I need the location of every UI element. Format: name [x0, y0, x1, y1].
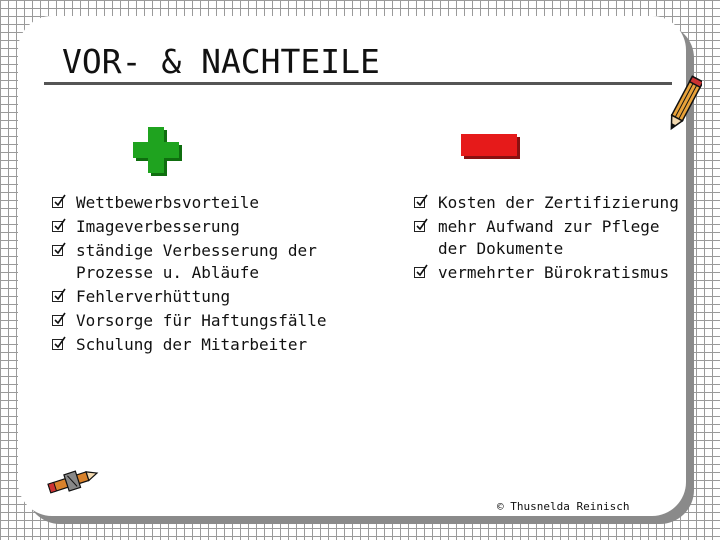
- advantage-text: Wettbewerbsvorteile: [76, 193, 260, 212]
- advantage-text: Imageverbesserung: [76, 217, 240, 236]
- advantage-text: ständige Verbesserung der Prozesse u. Abläufe: [76, 241, 317, 282]
- plus-icon: [132, 126, 184, 182]
- checkbox-icon: [52, 245, 63, 256]
- copyright-notice: © Thusnelda Reinisch: [497, 500, 630, 513]
- checkbox-icon: [52, 339, 63, 350]
- advantage-text: Fehlerverhüttung: [76, 287, 231, 306]
- advantage-text: Schulung der Mitarbeiter: [76, 335, 308, 354]
- checkbox-icon: [52, 291, 63, 302]
- disadvantage-text: Kosten der Zertifizierung: [438, 193, 679, 212]
- checkbox-icon: [52, 315, 63, 326]
- list-item: [52, 310, 352, 332]
- list-item: [414, 192, 684, 214]
- disadvantages-list: [414, 192, 684, 286]
- checkbox-icon: [414, 221, 425, 232]
- list-item: [414, 262, 684, 284]
- list-item: [52, 334, 352, 356]
- pencil-icon: [668, 72, 702, 138]
- list-item: [52, 192, 352, 214]
- disadvantage-text: mehr Aufwand zur Pflege der Dokumente: [438, 217, 660, 258]
- checkbox-icon: [414, 197, 425, 208]
- list-item: [414, 216, 684, 260]
- minus-icon: [460, 132, 522, 164]
- checkbox-icon: [414, 267, 425, 278]
- checkbox-icon: [52, 221, 63, 232]
- title-underline: [44, 82, 672, 85]
- pencil-sharpener-icon: [42, 462, 106, 502]
- checkbox-icon: [52, 197, 63, 208]
- list-item: [52, 286, 352, 308]
- disadvantage-text: vermehrter Bürokratismus: [438, 263, 670, 282]
- list-item: [52, 216, 352, 238]
- list-item: [52, 240, 352, 284]
- advantage-text: Vorsorge für Haftungsfälle: [76, 311, 327, 330]
- slide-title: VOR- & NACHTEILE: [62, 42, 380, 81]
- advantages-list: [52, 192, 352, 358]
